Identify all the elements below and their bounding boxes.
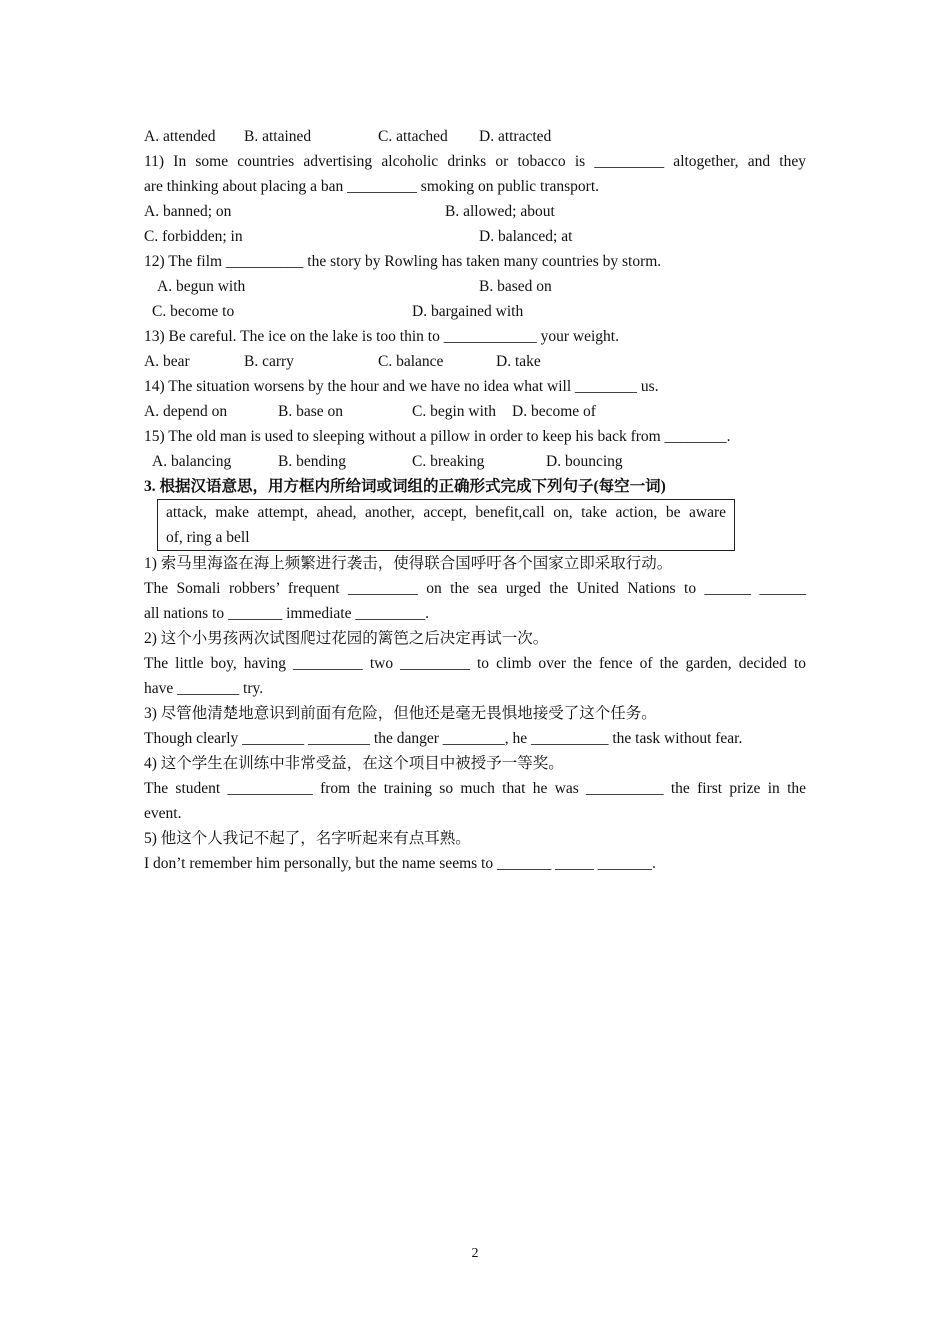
s1-chinese: 1) 索马里海盗在海上频繁进行袭击，使得联合国呼吁各个国家立即采取行动。 bbox=[144, 555, 673, 572]
q15-option-b: B. bending bbox=[278, 453, 347, 470]
q14-option-b: B. base on bbox=[278, 403, 344, 420]
q10-options bbox=[144, 124, 806, 149]
q11-options-row2 bbox=[144, 224, 806, 249]
q12-option-b: B. based on bbox=[479, 278, 552, 295]
q15-option-c: C. breaking bbox=[412, 453, 485, 470]
q12-option-a: A. begun with bbox=[157, 278, 246, 295]
q13-option-c: C. balance bbox=[378, 353, 444, 370]
word-bank-line2: of, ring a bell bbox=[166, 529, 250, 546]
q10-option-c: C. attached bbox=[378, 128, 448, 145]
s4-chinese: 4) 这个学生在训练中非常受益，在这个项目中被授予一等奖。 bbox=[144, 755, 564, 772]
q10-option-b: B. attained bbox=[244, 128, 312, 145]
q11-option-b: B. allowed; about bbox=[445, 203, 555, 220]
q11-stem-line1: 11) In some countries advertising alcoholic drinks or tobacco is _________ altogether, and they bbox=[144, 153, 806, 170]
q12-stem: 12) The film __________ the story by Rowling has taken many countries by storm. bbox=[144, 253, 662, 270]
q14-option-d: D. become of bbox=[512, 403, 596, 420]
q15-options bbox=[144, 449, 806, 474]
s3-chinese: 3) 尽管他清楚地意识到前面有危险，但他还是毫无畏惧地接受了这个任务。 bbox=[144, 705, 657, 722]
s4-english-line1: The student ___________ from the training so much that he was __________ the first prize in the bbox=[144, 780, 806, 797]
q14-stem: 14) The situation worsens by the hour and we have no idea what will ________ us. bbox=[144, 378, 659, 395]
q11-stem-line2: are thinking about placing a ban _________ smoking on public transport. bbox=[144, 178, 600, 195]
q13-option-b: B. carry bbox=[244, 353, 294, 370]
s5-english-line1: I don’t remember him personally, but the name seems to _______ _____ _______. bbox=[144, 855, 656, 872]
q13-stem: 13) Be careful. The ice on the lake is too thin to ____________ your weight. bbox=[144, 328, 619, 345]
word-bank-line1: attack, make attempt, ahead, another, accept, benefit,call on, take action, be aware bbox=[166, 504, 726, 521]
q10-option-a: A. attended bbox=[144, 128, 216, 145]
q11-option-a: A. banned; on bbox=[144, 203, 232, 220]
page-number: 2 bbox=[471, 1246, 479, 1261]
q14-option-a: A. depend on bbox=[144, 403, 228, 420]
q11-option-c: C. forbidden; in bbox=[144, 228, 243, 245]
s2-chinese: 2) 这个小男孩两次试图爬过花园的篱笆之后决定再试一次。 bbox=[144, 630, 549, 647]
section3-heading: 3. 根据汉语意思，用方框内所给词或词组的正确形式完成下列句子(每空一词) bbox=[144, 478, 666, 495]
q13-options bbox=[144, 349, 806, 374]
q15-option-a: A. balancing bbox=[152, 453, 232, 470]
s1-english-line2: all nations to _______ immediate _________. bbox=[144, 605, 429, 622]
s2-english-line1: The little boy, having _________ two _________ to climb over the fence of the garden, decided to bbox=[144, 655, 806, 672]
q15-stem: 15) The old man is used to sleeping without a pillow in order to keep his back from ________. bbox=[144, 428, 731, 445]
word-bank-box bbox=[157, 499, 735, 551]
q11-options-row1 bbox=[144, 199, 806, 224]
s5-chinese: 5) 他这个人我记不起了，名字听起来有点耳熟。 bbox=[144, 830, 471, 847]
q12-option-d: D. bargained with bbox=[412, 303, 524, 320]
q14-options bbox=[144, 399, 806, 424]
s4-english-line2: event. bbox=[144, 805, 182, 822]
q14-option-c: C. begin with bbox=[412, 403, 496, 420]
q12-option-c: C. become to bbox=[152, 303, 235, 320]
q10-option-d: D. attracted bbox=[479, 128, 552, 145]
s3-english-line1: Though clearly ________ ________ the danger ________, he __________ the task without fear. bbox=[144, 730, 743, 747]
q12-options-row1 bbox=[144, 274, 806, 299]
q11-option-d: D. balanced; at bbox=[479, 228, 573, 245]
q12-options-row2 bbox=[144, 299, 806, 324]
worksheet-page bbox=[144, 124, 806, 876]
q13-option-a: A. bear bbox=[144, 353, 190, 370]
s1-english-line1: The Somali robbers’ frequent _________ on the sea urged the United Nations to ______ ______ bbox=[144, 580, 806, 597]
q13-option-d: D. take bbox=[496, 353, 541, 370]
q15-option-d: D. bouncing bbox=[546, 453, 623, 470]
s2-english-line2: have ________ try. bbox=[144, 680, 264, 697]
